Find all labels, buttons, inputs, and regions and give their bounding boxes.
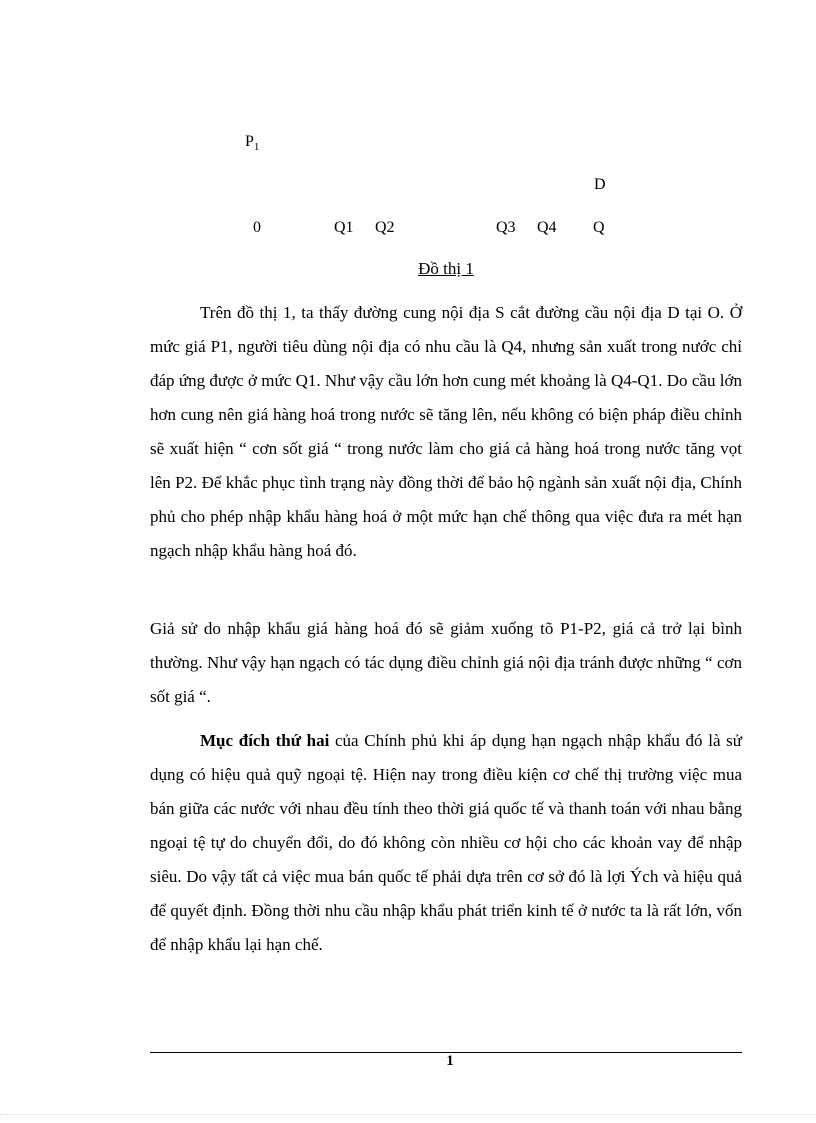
paragraph-3-body: của Chính phủ khi áp dụng hạn ngạch nhập khẩu đó là sử dụng có hiệu quả quỹ ngoại tệ. Hiện nay trong điều kiện cơ chế thị trường việc mua bán giữa các nước với nhau đều tính theo thời giá quốc tế và thanh toán với nhau bằng ngoại tệ tự do chuyển đổi, do đó không còn nhiều cơ hội cho các khoản vay để nhập siêu. Do vậy tất cả việc mua bán quốc tế phải dựa trên cơ sở đó là lợi Ých và hiệu quả để quyết định. Đồng thời nhu cầu nhập khẩu phát triển kinh tế ở nước ta là rất lớn, vốn để nhập khẩu lại hạn chế. (150, 731, 743, 954)
paragraph-3-text (150, 724, 742, 962)
paragraph-3 (150, 724, 742, 962)
graph-label-p1-subscript: 1 (253, 141, 260, 154)
graph-label-d: D (594, 176, 606, 193)
paragraph-1-text: Trên đồ thị 1, ta thấy đường cung nội địa S cắt đường cầu nội địa D tại O. Ở mức giá P1, người tiêu dùng nội địa có nhu cầu là Q4, nhưng sản xuất trong nước chỉ đáp ứng được ở mức Q1. Như vậy cầu lớn hơn cung mét khoảng là Q4-Q1. Do cầu lớn hơn cung nên giá hàng hoá trong nước sẽ tăng lên, nếu không có biện pháp điều chỉnh sẽ xuất hiện “ cơn sốt giá “ trong nước làm cho giá cả hàng hoá trong nước tăng vọt lên P2. Để khắc phục tình trạng này đồng thời để bảo hộ ngành sản xuất nội địa, Chính phủ cho phép nhập khẩu hàng hoá ở một mức hạn chế thông qua việc đưa ra mét hạn ngạch nhập khẩu hàng hoá đó. (150, 303, 742, 560)
page-bottom-edge (0, 1114, 816, 1115)
figure-caption: Đồ thị 1 (418, 259, 474, 278)
graph-label-q: Q (593, 219, 605, 236)
graph-label-q1: Q1 (334, 219, 354, 236)
graph-label-origin: 0 (253, 219, 261, 236)
page-number: 1 (446, 1053, 454, 1069)
graph-label-q4: Q4 (537, 219, 557, 236)
paragraph-2 (150, 612, 742, 714)
paragraph-1 (150, 296, 742, 568)
paragraph-2-text: Giả sử do nhập khẩu giá hàng hoá đó sẽ giảm xuống tõ P1-P2, giá cả trở lại bình thường. Như vậy hạn ngạch có tác dụng điều chỉnh giá nội địa tránh được những “ cơn sốt giá “. (150, 619, 742, 706)
graph-label-p1: $P_1$ (245, 133, 260, 154)
paragraph-3-heading: Mục đích thứ hai (200, 731, 330, 750)
graph-label-q2: Q2 (375, 219, 395, 236)
graph-label-q3: Q3 (496, 219, 516, 236)
